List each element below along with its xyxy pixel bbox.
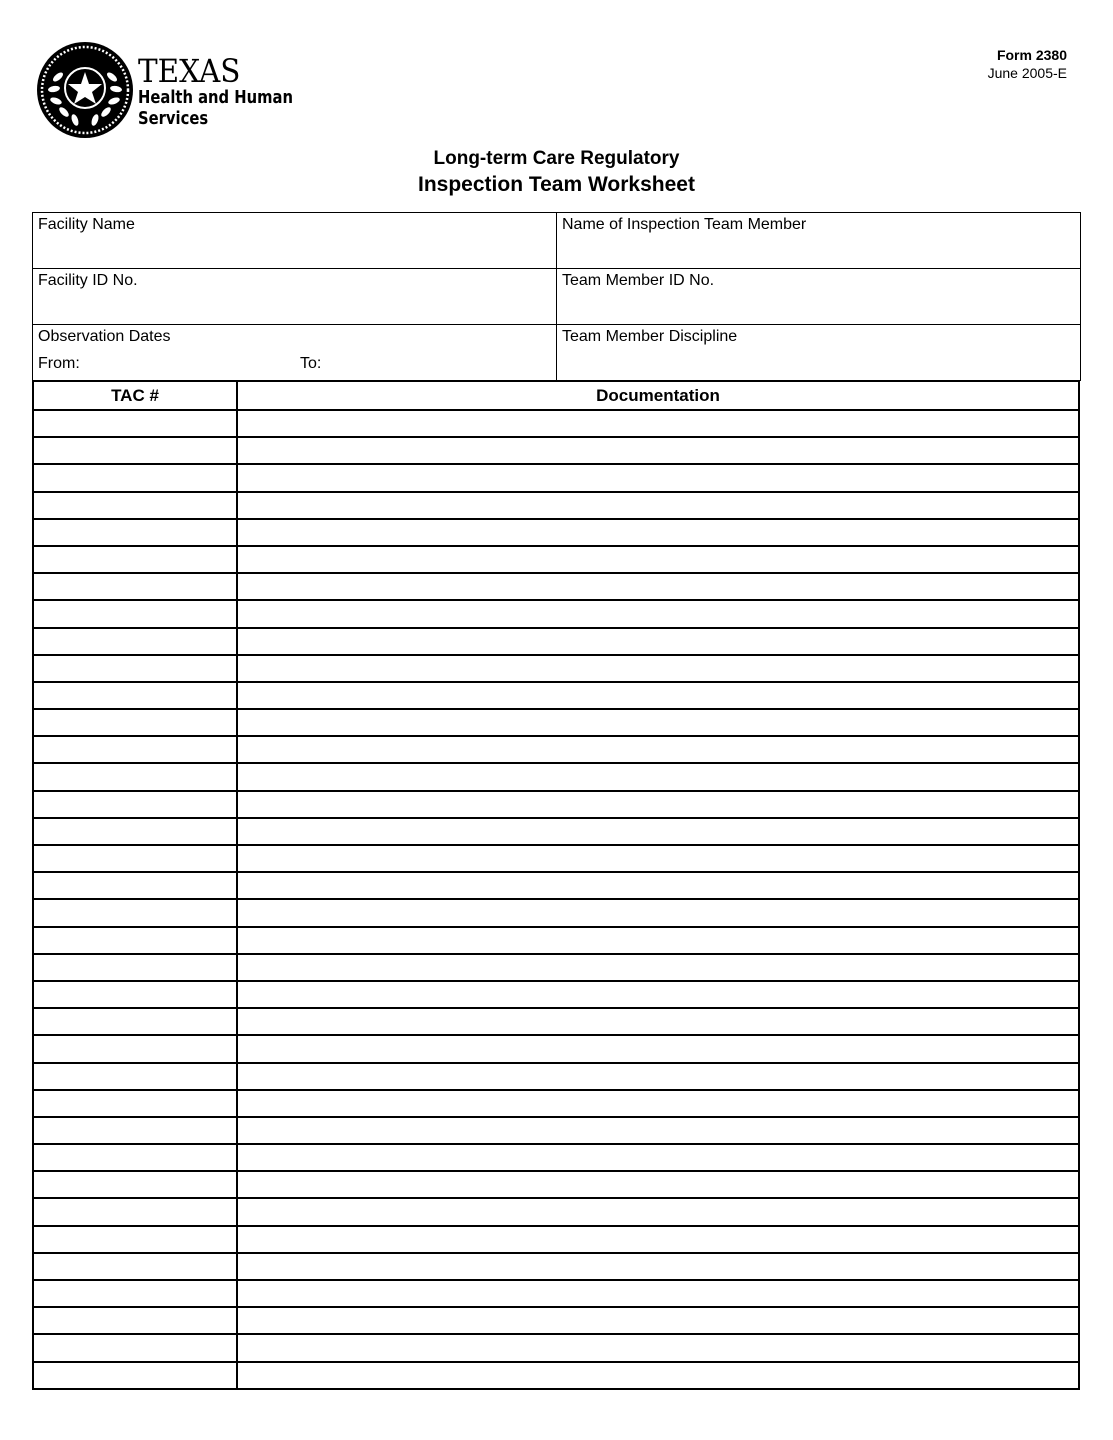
tac-cell[interactable] — [33, 927, 237, 954]
tac-cell[interactable] — [33, 791, 237, 818]
table-row — [33, 1334, 1079, 1361]
table-row — [33, 628, 1079, 655]
table-row — [33, 845, 1079, 872]
tac-cell[interactable] — [33, 763, 237, 790]
table-body — [33, 410, 1079, 1389]
documentation-cell[interactable] — [237, 1063, 1079, 1090]
tac-cell[interactable] — [33, 1253, 237, 1280]
table-row — [33, 1063, 1079, 1090]
tac-cell[interactable] — [33, 546, 237, 573]
tac-cell[interactable] — [33, 1280, 237, 1307]
tac-cell[interactable] — [33, 845, 237, 872]
tac-cell[interactable] — [33, 410, 237, 437]
table-row — [33, 464, 1079, 491]
facility-name-label: Facility Name — [38, 216, 135, 233]
documentation-cell[interactable] — [237, 1362, 1079, 1389]
table-row — [33, 1171, 1079, 1198]
state-seal-icon — [36, 41, 136, 141]
form-title-line1: Long-term Care Regulatory — [433, 148, 680, 169]
documentation-cell[interactable] — [237, 1226, 1079, 1253]
team-member-discipline-label: Team Member Discipline — [562, 328, 738, 345]
table-row — [33, 1198, 1079, 1225]
tac-cell[interactable] — [33, 818, 237, 845]
tac-cell[interactable] — [33, 1144, 237, 1171]
table-row — [33, 546, 1079, 573]
documentation-cell[interactable] — [237, 763, 1079, 790]
column-header-tac: TAC # — [33, 381, 237, 410]
table-row — [33, 736, 1079, 763]
from-label: From: — [38, 355, 80, 372]
documentation-cell[interactable] — [237, 791, 1079, 818]
table-row — [33, 1280, 1079, 1307]
tac-cell[interactable] — [33, 573, 237, 600]
documentation-cell[interactable] — [237, 519, 1079, 546]
documentation-cell[interactable] — [237, 818, 1079, 845]
tac-cell[interactable] — [33, 464, 237, 491]
tac-cell[interactable] — [33, 682, 237, 709]
table-row — [33, 1035, 1079, 1062]
table-row — [33, 981, 1079, 1008]
documentation-cell[interactable] — [237, 872, 1079, 899]
documentation-cell[interactable] — [237, 573, 1079, 600]
documentation-cell[interactable] — [237, 736, 1079, 763]
team-member-id-label: Team Member ID No. — [562, 272, 715, 289]
documentation-cell[interactable] — [237, 1280, 1079, 1307]
info-fields-table — [32, 212, 1081, 381]
tac-cell[interactable] — [33, 1334, 237, 1361]
documentation-cell[interactable] — [237, 1144, 1079, 1171]
team-member-name-field[interactable] — [557, 213, 1081, 269]
table-row — [33, 573, 1079, 600]
team-member-name-label: Name of Inspection Team Member — [562, 216, 807, 233]
documentation-cell[interactable] — [237, 899, 1079, 926]
documentation-cell[interactable] — [237, 655, 1079, 682]
documentation-cell[interactable] — [237, 1334, 1079, 1361]
tac-cell[interactable] — [33, 1117, 237, 1144]
documentation-cell[interactable] — [237, 1171, 1079, 1198]
table-row — [33, 1226, 1079, 1253]
tac-cell[interactable] — [33, 1035, 237, 1062]
table-row — [33, 519, 1079, 546]
table-row — [33, 437, 1079, 464]
documentation-cell[interactable] — [237, 981, 1079, 1008]
documentation-cell[interactable] — [237, 492, 1079, 519]
documentation-cell[interactable] — [237, 410, 1079, 437]
form-identifier — [988, 46, 1067, 82]
table-row — [33, 872, 1079, 899]
logo-subtitle-line1: Health and Human — [138, 87, 293, 108]
column-header-documentation: Documentation — [237, 381, 1079, 410]
tac-cell[interactable] — [33, 1198, 237, 1225]
table-row — [33, 1144, 1079, 1171]
documentation-cell[interactable] — [237, 954, 1079, 981]
documentation-cell[interactable] — [237, 1117, 1079, 1144]
table-row — [33, 899, 1079, 926]
tac-cell[interactable] — [33, 709, 237, 736]
tac-cell[interactable] — [33, 954, 237, 981]
facility-name-field[interactable] — [33, 213, 557, 269]
tac-cell[interactable] — [33, 981, 237, 1008]
tac-cell[interactable] — [33, 1307, 237, 1334]
documentation-cell[interactable] — [237, 628, 1079, 655]
form-number: Form 2380 — [996, 47, 1067, 63]
documentation-cell[interactable] — [237, 1307, 1079, 1334]
documentation-cell[interactable] — [237, 464, 1079, 491]
table-row — [33, 1008, 1079, 1035]
table-row — [33, 954, 1079, 981]
table-row — [33, 927, 1079, 954]
tac-cell[interactable] — [33, 600, 237, 627]
documentation-cell[interactable] — [237, 1035, 1079, 1062]
table-row — [33, 1117, 1079, 1144]
table-row — [33, 763, 1079, 790]
tac-cell[interactable] — [33, 628, 237, 655]
tac-cell[interactable] — [33, 872, 237, 899]
observation-dates-field[interactable] — [33, 325, 557, 381]
tac-cell[interactable] — [33, 655, 237, 682]
documentation-cell[interactable] — [237, 1008, 1079, 1035]
tac-cell[interactable] — [33, 492, 237, 519]
documentation-cell[interactable] — [237, 1198, 1079, 1225]
table-row — [33, 818, 1079, 845]
documentation-cell[interactable] — [237, 600, 1079, 627]
table-row — [33, 682, 1079, 709]
table-row — [33, 655, 1079, 682]
table-row — [33, 600, 1079, 627]
table-row — [33, 791, 1079, 818]
tac-cell[interactable] — [33, 437, 237, 464]
observation-dates-label: Observation Dates — [38, 328, 171, 345]
table-row — [33, 1362, 1079, 1389]
documentation-cell[interactable] — [237, 845, 1079, 872]
table-row — [33, 1307, 1079, 1334]
facility-id-field[interactable] — [33, 269, 557, 325]
tac-cell[interactable] — [33, 899, 237, 926]
tac-cell[interactable] — [33, 1171, 237, 1198]
documentation-table — [32, 380, 1080, 1390]
documentation-cell[interactable] — [237, 709, 1079, 736]
documentation-cell[interactable] — [237, 546, 1079, 573]
team-member-id-field[interactable] — [557, 269, 1081, 325]
form-title-line2: Inspection Team Worksheet — [418, 173, 695, 196]
facility-id-label: Facility ID No. — [38, 272, 138, 289]
form-date: June 2005-E — [987, 65, 1067, 81]
documentation-cell[interactable] — [237, 927, 1079, 954]
tac-cell[interactable] — [33, 1063, 237, 1090]
table-row — [33, 410, 1079, 437]
team-member-discipline-field[interactable] — [557, 325, 1081, 381]
table-row — [33, 1090, 1079, 1117]
tac-cell[interactable] — [33, 1090, 237, 1117]
tac-cell[interactable] — [33, 1008, 237, 1035]
documentation-cell[interactable] — [237, 1090, 1079, 1117]
tac-cell[interactable] — [33, 1362, 237, 1389]
tac-cell[interactable] — [33, 519, 237, 546]
to-label: To: — [300, 355, 322, 372]
logo-subtitle-line2: Services — [138, 108, 209, 129]
logo-title: TEXAS — [138, 52, 241, 90]
documentation-cell[interactable] — [237, 682, 1079, 709]
tac-cell[interactable] — [33, 736, 237, 763]
table-row — [33, 1253, 1079, 1280]
table-row — [33, 709, 1079, 736]
table-row — [33, 492, 1079, 519]
documentation-cell[interactable] — [237, 1253, 1079, 1280]
documentation-cell[interactable] — [237, 437, 1079, 464]
texas-hhs-logo — [36, 41, 296, 141]
tac-cell[interactable] — [33, 1226, 237, 1253]
